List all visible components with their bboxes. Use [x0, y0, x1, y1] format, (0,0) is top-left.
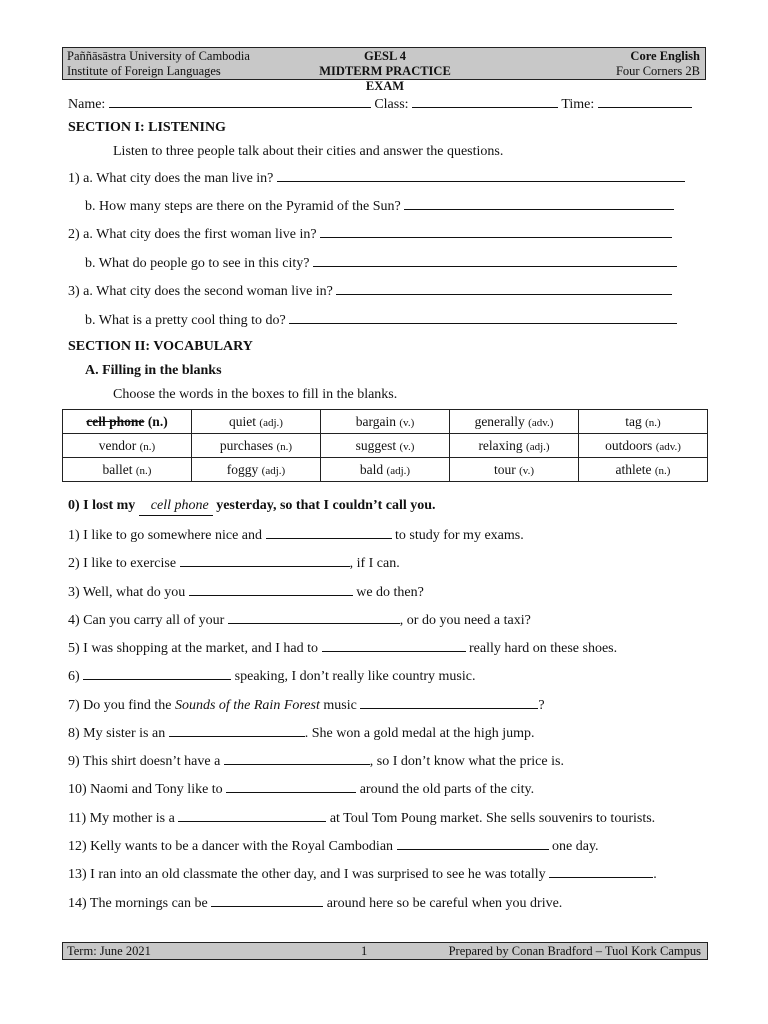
- section2-subtitle: A. Filling in the blanks: [85, 363, 222, 378]
- word: relaxing: [478, 437, 523, 453]
- part-of-speech: (adv.): [655, 440, 681, 453]
- part-of-speech: (adv.): [528, 416, 554, 429]
- answer-blank[interactable]: [189, 582, 353, 596]
- item-text: around here so be careful when you drive.: [326, 896, 563, 911]
- part-of-speech: (adj.): [386, 464, 411, 477]
- vocab-item-8: [68, 723, 535, 743]
- word-cell: [192, 434, 321, 458]
- word: bargain: [355, 413, 396, 429]
- course-code: GESL 4: [363, 49, 407, 63]
- word-cell: [63, 410, 192, 434]
- prepared-by: Prepared by Conan Bradford – Tuol Kork Campus: [448, 944, 701, 958]
- word-cell: [450, 434, 579, 458]
- section1-title: SECTION I: LISTENING: [68, 120, 226, 135]
- item-text: , so I don’t know what the price is.: [369, 754, 564, 769]
- question-text: 1) a. What city does the man live in?: [68, 171, 274, 186]
- item-text: one day.: [552, 839, 599, 854]
- word-cell: [579, 458, 708, 482]
- song-title: Sounds of the Rain Forest: [174, 698, 320, 713]
- part-of-speech: (adj.): [261, 464, 286, 477]
- answer-blank[interactable]: [266, 525, 392, 539]
- item-text: 12) Kelly wants to be a dancer with the Royal Cambodian: [68, 839, 394, 854]
- vocab-item-9: [68, 751, 564, 771]
- item-text: 8) My sister is an: [68, 726, 166, 741]
- item-text: , if I can.: [349, 556, 400, 571]
- item-text: 1) I like to go somewhere nice and: [68, 528, 262, 543]
- answer-blank[interactable]: [549, 864, 653, 878]
- item-text: 10) Naomi and Tony like to: [68, 782, 223, 797]
- student-info-row: [68, 94, 692, 114]
- word-cell: [321, 434, 450, 458]
- book-name: Four Corners 2B: [615, 64, 700, 78]
- word: outdoors: [605, 437, 653, 453]
- part-of-speech: (n.): [654, 464, 671, 477]
- part-of-speech: (v.): [399, 440, 415, 453]
- answer-blank[interactable]: [226, 779, 356, 793]
- name-label: Name:: [68, 97, 106, 112]
- vocab-item-4: [68, 610, 531, 630]
- word-cell: [579, 434, 708, 458]
- time-label: Time:: [561, 97, 595, 112]
- item-text: 14) The mornings can be: [68, 896, 208, 911]
- course-name: Core English: [630, 49, 700, 63]
- answer-blank[interactable]: [169, 723, 305, 737]
- exam-header: [62, 47, 706, 93]
- part-of-speech: (adj.): [526, 440, 550, 453]
- part-of-speech: (n.): [645, 416, 661, 429]
- part-of-speech: (n.): [139, 440, 156, 453]
- word: vendor: [98, 437, 137, 453]
- word-cell: [450, 410, 579, 434]
- answer-blank[interactable]: [83, 666, 231, 680]
- item-text: ?: [538, 698, 545, 713]
- answer-blank[interactable]: [320, 224, 672, 238]
- vocab-item-10: [68, 779, 534, 799]
- time-field[interactable]: [598, 94, 692, 108]
- part-of-speech: (adj.): [259, 416, 283, 429]
- item-text: to study for my exams.: [395, 528, 524, 543]
- part-of-speech: (v.): [399, 416, 415, 429]
- item-text: speaking, I don’t really like country music.: [234, 669, 476, 684]
- word-row: [63, 458, 708, 482]
- vocab-item-3: [68, 582, 424, 602]
- university-name: Paññāsāstra University of Cambodia: [67, 49, 250, 63]
- word: tour: [494, 461, 516, 477]
- listening-q2a: [68, 224, 672, 244]
- question-text: b. How many steps are there on the Pyramid of the Sun?: [85, 199, 401, 214]
- item-text: music: [323, 698, 357, 713]
- item-text: 3) Well, what do you: [68, 585, 186, 600]
- word: ballet: [102, 461, 133, 477]
- item-text: 11) My mother is a: [68, 811, 175, 826]
- listening-q3b: [85, 310, 677, 330]
- question-text: b. What do people go to see in this city?: [85, 256, 310, 271]
- item-text: 2) I like to exercise: [68, 556, 177, 571]
- answer-blank[interactable]: [224, 751, 370, 765]
- vocab-item-2: [68, 553, 400, 573]
- vocab-item-7: [68, 695, 545, 715]
- exam-footer: [62, 942, 708, 960]
- word-cell: [321, 458, 450, 482]
- example-item: [68, 497, 436, 516]
- word-row: [63, 410, 708, 434]
- vocab-item-11: [68, 808, 655, 828]
- item-text: . She won a gold medal at the high jump.: [304, 726, 535, 741]
- word: purchases: [219, 437, 274, 453]
- question-text: 2) a. What city does the first woman live in?: [68, 227, 317, 242]
- word: generally: [474, 413, 525, 429]
- vocab-item-6: [68, 666, 475, 686]
- word: quiet: [229, 413, 257, 429]
- vocab-item-5: [68, 638, 617, 658]
- answer-blank[interactable]: [211, 893, 323, 907]
- word-cell: [63, 458, 192, 482]
- question-text: b. What is a pretty cool thing to do?: [85, 313, 286, 328]
- part-of-speech: (n.): [147, 413, 168, 429]
- answer-blank[interactable]: [180, 553, 350, 567]
- vocab-item-1: [68, 525, 524, 545]
- section1-instruction: Listen to three people talk about their cities and answer the questions.: [113, 144, 504, 159]
- item-text: 4) Can you carry all of your: [68, 613, 225, 628]
- header-center: [305, 49, 465, 94]
- term-label: Term: June 2021: [67, 944, 151, 958]
- item-text: really hard on these shoes.: [469, 641, 618, 656]
- vocab-item-14: [68, 893, 562, 913]
- item-text: we do then?: [356, 585, 424, 600]
- institute-name: Institute of Foreign Languages: [67, 64, 221, 78]
- word-cell: [321, 410, 450, 434]
- header-left: [67, 49, 250, 79]
- answer-blank[interactable]: [322, 638, 466, 652]
- answer-blank[interactable]: [289, 310, 677, 324]
- example-answer: cell phone: [139, 497, 213, 516]
- word: athlete: [615, 461, 652, 477]
- answer-blank[interactable]: [397, 836, 549, 850]
- word-cell: [192, 410, 321, 434]
- listening-q1b: [85, 196, 674, 216]
- section2-instruction: Choose the words in the boxes to fill in the blanks.: [113, 387, 398, 402]
- item-text: around the old parts of the city.: [359, 782, 535, 797]
- item-text: 7) Do you find the: [68, 698, 172, 713]
- answer-blank[interactable]: [277, 168, 685, 182]
- answer-blank[interactable]: [404, 196, 674, 210]
- answer-blank[interactable]: [178, 808, 326, 822]
- vocabulary-word-box: [62, 409, 708, 482]
- section2-title: SECTION II: VOCABULARY: [68, 339, 253, 354]
- item-text: 9) This shirt doesn’t have a: [68, 754, 221, 769]
- item-text: 13) I ran into an old classmate the other day, and I was surprised to see he was totally: [68, 867, 546, 882]
- word-cell: [579, 410, 708, 434]
- listening-q1a: [68, 168, 685, 188]
- item-text: yesterday, so that I couldn’t call you.: [216, 498, 436, 513]
- word: tag: [625, 413, 642, 429]
- name-field[interactable]: [109, 94, 371, 108]
- item-text: 5) I was shopping at the market, and I had to: [68, 641, 318, 656]
- answer-blank[interactable]: [313, 253, 677, 267]
- word-cell: [450, 458, 579, 482]
- word-cell: [192, 458, 321, 482]
- listening-q3a: [68, 281, 672, 301]
- header-right: [616, 49, 700, 79]
- part-of-speech: (v.): [519, 464, 534, 477]
- word: foggy: [226, 461, 259, 477]
- word: suggest: [355, 437, 397, 453]
- listening-q2b: [85, 253, 677, 273]
- part-of-speech: (n.): [276, 440, 293, 453]
- word: cell phone: [86, 413, 145, 429]
- answer-blank[interactable]: [336, 281, 672, 295]
- question-text: 3) a. What city does the second woman live in?: [68, 284, 333, 299]
- item-text: , or do you need a taxi?: [399, 613, 531, 628]
- item-text: at Toul Tom Poung market. She sells souvenirs to tourists.: [329, 811, 656, 826]
- item-text: 6): [68, 669, 80, 684]
- word-row: [63, 434, 708, 458]
- item-text: .: [653, 867, 657, 882]
- exam-title: MIDTERM PRACTICE EXAM: [319, 64, 451, 93]
- part-of-speech: (n.): [135, 464, 152, 477]
- word: bald: [359, 461, 384, 477]
- word-cell: [63, 434, 192, 458]
- answer-blank[interactable]: [228, 610, 400, 624]
- class-field[interactable]: [412, 94, 558, 108]
- vocab-item-12: [68, 836, 599, 856]
- item-text: 0) I lost my: [68, 498, 136, 513]
- answer-blank[interactable]: [360, 695, 538, 709]
- class-label: Class:: [374, 97, 409, 112]
- vocab-item-13: [68, 864, 657, 884]
- page-number: 1: [361, 944, 368, 958]
